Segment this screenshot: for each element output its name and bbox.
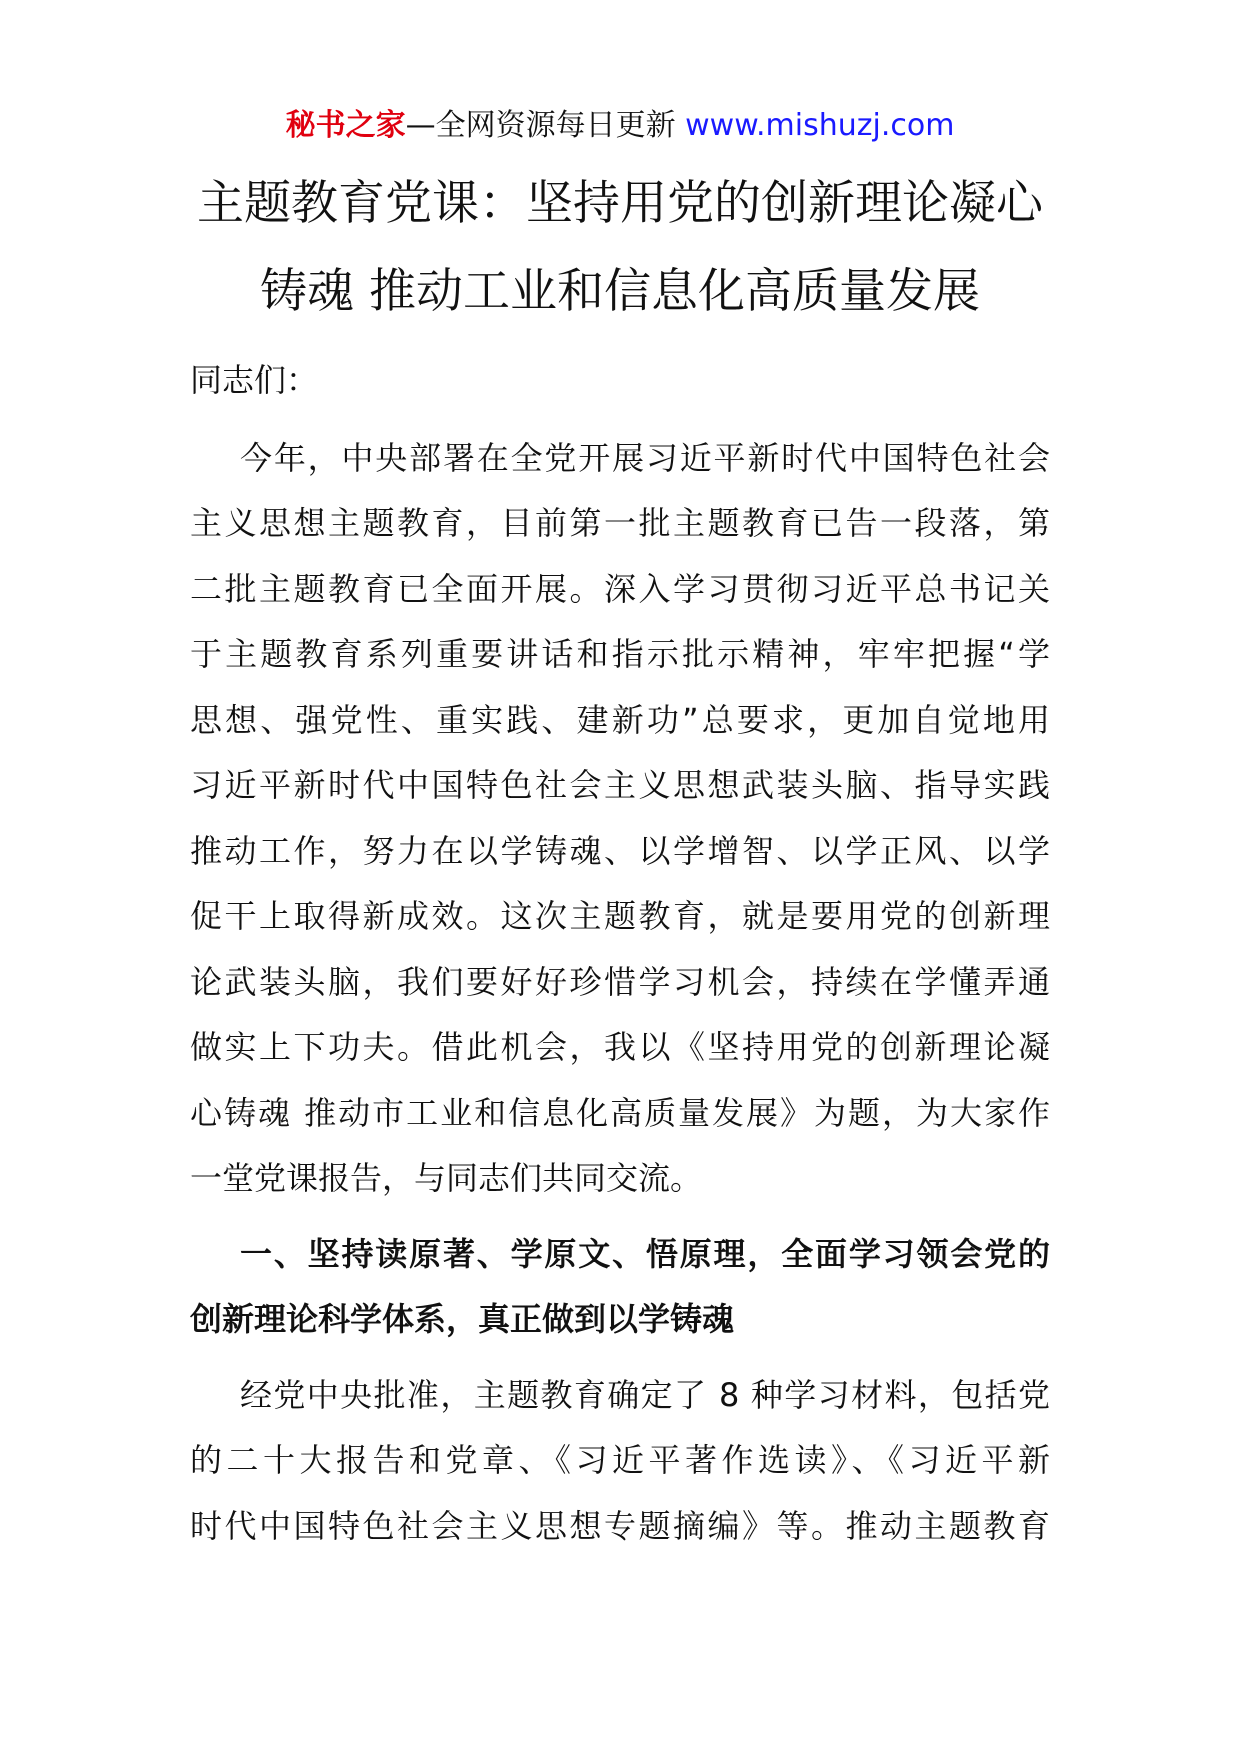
paragraph-line: 心铸魂 推动市工业和信息化高质量发展》为题，为大家作 bbox=[190, 1093, 1050, 1132]
paragraph-line: 今年，中央部署在全党开展习近平新时代中国特色社会 bbox=[240, 438, 1050, 477]
paragraph-2 bbox=[190, 1363, 1050, 1560]
title-line-2: 铸魂 推动工业和信息化高质量发展 bbox=[260, 264, 980, 319]
paragraph-line: 主义思想主题教育，目前第一批主题教育已告一段落，第 bbox=[190, 504, 1050, 542]
heading-line: 一、坚持读原著、学原文、悟原理，全面学习领会党的 bbox=[240, 1234, 1050, 1273]
paragraph-line: 一堂党课报告，与同志们共同交流。 bbox=[190, 1159, 703, 1197]
paragraph-line: 推动工作，努力在以学铸魂、以学增智、以学正风、以学 bbox=[190, 831, 1050, 870]
paragraph-line: 于主题教育系列重要讲话和指示批示精神，牢牢把握“学 bbox=[190, 635, 1050, 673]
paragraph-line: 二批主题教育已全面开展。深入学习贯彻习近平总书记关 bbox=[190, 569, 1050, 608]
paragraph-line: 的二十大报告和党章、《习近平著作选读》、《习近平新 bbox=[190, 1441, 1050, 1479]
document-body bbox=[190, 348, 1050, 1559]
section-heading-1 bbox=[190, 1222, 1050, 1353]
paragraph-line: 促干上取得新成效。这次主题教育，就是要用党的创新理 bbox=[190, 897, 1050, 935]
paragraph-line: 做实上下功夫。借此机会，我以《坚持用党的创新理论凝 bbox=[190, 1028, 1050, 1066]
site-brand: 秘书之家 bbox=[285, 108, 406, 143]
site-url-link[interactable]: www.mishuzj.com bbox=[685, 108, 955, 143]
paragraph-line: 习近平新时代中国特色社会主义思想武装头脑、指导实践 bbox=[190, 766, 1050, 804]
heading-line: 创新理论科学体系，真正做到以学铸魂 bbox=[190, 1300, 735, 1338]
site-tagline: —全网资源每日更新 bbox=[405, 108, 676, 143]
salutation: 同志们： bbox=[190, 361, 319, 399]
paragraph-line: 思想、强党性、重实践、建新功”总要求，更加自觉地用 bbox=[190, 700, 1050, 739]
paragraph-1 bbox=[190, 426, 1050, 1212]
paragraph-line: 时代中国特色社会主义思想专题摘编》等。推动主题教育 bbox=[190, 1506, 1050, 1545]
document-title bbox=[0, 160, 1240, 336]
title-line-1: 主题教育党课：坚持用党的创新理论凝心 bbox=[197, 176, 1043, 231]
site-header bbox=[0, 104, 1240, 148]
paragraph-line: 经党中央批准，主题教育确定了 8 种学习材料，包括党 bbox=[240, 1375, 1050, 1414]
paragraph-line: 论武装头脑，我们要好好珍惜学习机会，持续在学懂弄通 bbox=[190, 962, 1050, 1001]
